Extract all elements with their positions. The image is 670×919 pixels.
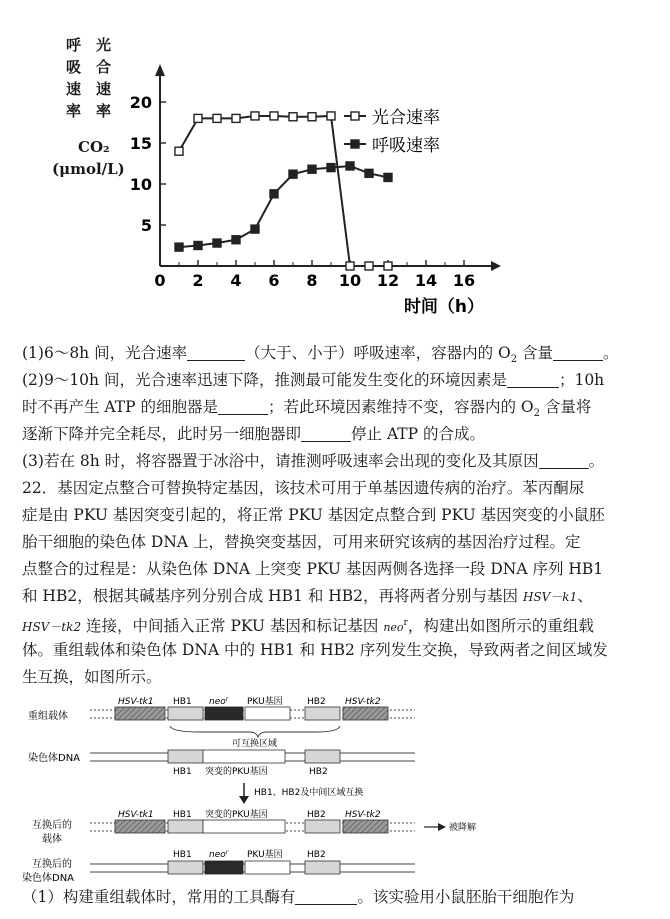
- q3-text-b: 。: [588, 452, 605, 470]
- ylabel-right-char: 速: [96, 80, 112, 98]
- subscript: 2: [510, 354, 518, 366]
- x-tick-label: 16: [452, 271, 476, 290]
- q1-text-c: 含量: [517, 344, 554, 362]
- label-hb1: HB1: [173, 767, 192, 777]
- ylabel-left-char: 率: [66, 102, 82, 120]
- data-point: [346, 262, 354, 270]
- gene-name: HSV－k1: [522, 590, 578, 604]
- answer-blank[interactable]: [187, 342, 245, 361]
- label-hb2: HB2: [307, 810, 326, 820]
- q1-text-b: （大于、小于）呼吸速率，容器内的 O: [245, 344, 511, 362]
- x-tick-label: 8: [306, 271, 318, 290]
- arrow-head: [438, 823, 446, 831]
- legend-label: 呼吸速率: [372, 136, 440, 156]
- p22-text: ，构建出如图所示的重组载: [407, 617, 594, 636]
- x-tick-label: 10: [338, 271, 362, 290]
- row-label-vector-after-2: 载体: [42, 834, 62, 845]
- data-point: [251, 112, 259, 120]
- q3-line: [22, 448, 654, 475]
- label-mutant-pku: 突变的PKU基因: [205, 767, 268, 777]
- p22-text: 和 HB2，根据其碱基序列分别合成 HB1 和 HB2，再将两者分别与基因: [22, 587, 523, 605]
- segment-neo: [205, 707, 243, 720]
- q22-1-line: [22, 884, 654, 911]
- q1-line: [22, 340, 654, 367]
- q2-text-g: 停止 ATP 的合成。: [351, 425, 485, 443]
- data-point: [365, 169, 373, 177]
- q2-text-e: 含量将: [539, 398, 592, 416]
- ylabel-left-char: 呼: [66, 36, 82, 54]
- label-degraded: 被降解: [449, 823, 477, 833]
- row-label-vector: 重组载体: [28, 711, 68, 722]
- p22-line-1: 22．基因定点整合可替换特定基因，该技术可用于单基因遗传病的治疗。苯丙酮尿: [22, 479, 585, 497]
- series-line: [179, 166, 388, 247]
- ylabel-left-char: 速: [66, 80, 82, 98]
- q2-text-d: ；若此环境因素维持不变，容器内的 O: [267, 398, 534, 416]
- p22-line-5: [22, 583, 654, 610]
- q2-line-1: [22, 367, 654, 394]
- segment-hsv-tk2: [343, 707, 388, 720]
- data-point: [175, 243, 183, 251]
- row-label-chromosome: 染色体DNA: [28, 753, 81, 764]
- y-axis-arrow: [155, 64, 165, 76]
- label-hsv-tk1: HSV-tk1: [118, 697, 154, 707]
- answer-blank[interactable]: [507, 369, 559, 388]
- y-axis-unit-umol: (μmol/L): [52, 160, 125, 178]
- answer-blank[interactable]: [539, 450, 589, 469]
- answer-blank[interactable]: [218, 396, 268, 415]
- segment-mutant-pku: [203, 820, 285, 833]
- segment-mutant-pku: [203, 750, 285, 763]
- data-point: [213, 239, 221, 247]
- ylabel-left-char: 吸: [66, 58, 82, 76]
- label-hb1: HB1: [173, 697, 192, 707]
- label-hsv-tk2: HSV-tk2: [345, 810, 381, 820]
- data-point: [384, 173, 392, 181]
- segment-hsv-tk2: [343, 820, 388, 833]
- subscript: 2: [533, 408, 540, 420]
- question-22-1: [22, 884, 654, 911]
- q2-line-3: [22, 421, 654, 448]
- q2-text-c: 时不再产生 ATP 的细胞器是: [22, 398, 218, 416]
- data-point: [251, 225, 259, 233]
- ylabel-right-char: 合: [96, 58, 112, 76]
- q2-text-a: (2)9～10h 间，光合速率迅速下降，推测最可能发生变化的环境因素是: [22, 371, 507, 389]
- data-point: [175, 147, 183, 155]
- label-exchange-region: 可互换区域: [232, 739, 278, 749]
- p22-line-4: 点整合的过程是：从染色体 DNA 上突变 PKU 基因两侧各选择一段 DNA 序列 HB1: [22, 560, 604, 578]
- label-mutant-pku: 突变的PKU基因: [205, 810, 268, 820]
- q3-text-a: (3)若在 8h 时，将容器置于冰浴中，请推测呼吸速率会出现的变化及其原因: [22, 452, 539, 470]
- chart-legend: [344, 108, 440, 156]
- data-point: [346, 162, 354, 170]
- answer-blank[interactable]: [301, 423, 351, 442]
- label-pku: PKU基因: [247, 850, 283, 860]
- y-tick-label: 20: [129, 93, 152, 112]
- x-tick-label: 0: [154, 271, 166, 290]
- segment-hb1: [168, 707, 203, 720]
- exchange-brace: [170, 726, 340, 737]
- label-hb1: HB1: [173, 850, 192, 860]
- y-axis-unit-co2: CO₂: [78, 138, 110, 156]
- segment-hb2: [305, 820, 340, 833]
- line-chart: [0, 0, 670, 330]
- superscript: r: [403, 618, 408, 628]
- q1-text-a: (1)6～8h 间，光合速率: [22, 344, 188, 362]
- x-tick-label: 2: [192, 271, 204, 290]
- y-tick-label: 10: [129, 175, 152, 194]
- y-tick-label: 15: [129, 134, 152, 153]
- answer-blank[interactable]: [553, 342, 603, 361]
- label-pku: PKU基因: [247, 697, 283, 707]
- x-axis-arrow: [491, 261, 501, 271]
- data-point: [270, 112, 278, 120]
- segment-hb2: [305, 861, 340, 874]
- ylabel-right-char: 光: [96, 36, 112, 54]
- q2-text-b: ；10h: [558, 371, 605, 389]
- label-hsv-tk2: HSV-tk2: [345, 697, 381, 707]
- ylabel-right-char: 率: [96, 102, 112, 120]
- x-tick-label: 6: [268, 271, 280, 290]
- p22-line-2: 症是由 PKU 基因突变引起的，将正常 PKU 基因定点整合到 PKU 基因突变的小鼠胚: [22, 506, 605, 524]
- q22-1-text-b: 。该实验用小鼠胚胎干细胞作为: [357, 888, 575, 906]
- chart-series: [175, 112, 392, 270]
- label-hb2: HB2: [309, 767, 328, 777]
- p22-text: 连接，中间插入正常 PKU 基因和标记基因: [81, 617, 384, 636]
- segment-hsv-tk1: [115, 707, 165, 720]
- label-hb2: HB2: [307, 850, 326, 860]
- p22-text: 、: [577, 587, 593, 605]
- data-point: [194, 114, 202, 122]
- data-point: [365, 262, 373, 270]
- p22-line-6: [22, 610, 654, 637]
- segment-hb1: [168, 861, 203, 874]
- row-label-chromosome-after-1: 互换后的: [32, 859, 72, 870]
- data-point: [232, 114, 240, 122]
- data-point: [327, 112, 335, 120]
- segment-hb1: [168, 820, 203, 833]
- segment-neo: [205, 861, 243, 874]
- data-point: [327, 164, 335, 172]
- q2-text-f: 逐渐下降并完全耗尽，此时另一细胞器即: [22, 425, 302, 443]
- segment-hb1: [168, 750, 203, 763]
- x-axis-label: 时间（h）: [403, 297, 485, 317]
- label-neo: neo$^r$: [209, 849, 229, 860]
- q2-line-2: [22, 394, 654, 421]
- gene-exchange-diagram: [0, 690, 670, 888]
- question-text: [22, 340, 654, 691]
- label-hb1: HB1: [173, 810, 192, 820]
- p22-line-3: 胎干细胞的染色体 DNA 上，替换突变基因，可用来研究该病的基因治疗过程。定: [22, 533, 581, 551]
- p22-line-7: 体。重组载体和染色体 DNA 中的 HB1 和 HB2 序列发生交换，导致两者之间区域发: [22, 641, 608, 659]
- data-point: [232, 236, 240, 244]
- segment-pku: [245, 861, 290, 874]
- legend-marker: [351, 140, 359, 148]
- data-point: [384, 262, 392, 270]
- x-tick-label: 4: [230, 271, 242, 290]
- row-label-chromosome-after-2: 染色体DNA: [22, 873, 75, 884]
- x-tick-label: 12: [376, 271, 400, 290]
- data-point: [289, 113, 297, 121]
- p22-line-8: 生互换，如图所示。: [22, 668, 162, 686]
- label-arrow-note: HB1、HB2及中间区域互换: [254, 788, 364, 798]
- label-hb2: HB2: [307, 697, 326, 707]
- row-label-vector-after-1: 互换后的: [32, 820, 72, 831]
- segment-hb2: [305, 750, 340, 763]
- data-point: [289, 170, 297, 178]
- y-tick-label: 5: [140, 216, 152, 235]
- segment-hb2: [305, 707, 340, 720]
- label-neo: neo$^r$: [209, 696, 229, 707]
- data-point: [308, 113, 316, 121]
- segment-hsv-tk1: [115, 820, 165, 833]
- data-point: [213, 114, 221, 122]
- gene-name: HSV－tk2: [22, 620, 82, 635]
- q22-1-text-a: （1）构建重组载体时，常用的工具酶有: [22, 888, 296, 906]
- x-tick-label: 14: [414, 271, 438, 290]
- answer-blank[interactable]: [295, 886, 357, 905]
- gene-name: neo: [383, 621, 404, 635]
- data-point: [194, 242, 202, 250]
- segment-pku: [245, 707, 290, 720]
- q1-text-d: 。: [603, 344, 619, 362]
- chart-axes: [130, 64, 501, 317]
- arrow-head: [239, 796, 249, 804]
- data-point: [270, 190, 278, 198]
- label-hsv-tk1: HSV-tk1: [118, 810, 154, 820]
- legend-marker: [351, 112, 359, 120]
- data-point: [308, 165, 316, 173]
- legend-label: 光合速率: [372, 108, 440, 128]
